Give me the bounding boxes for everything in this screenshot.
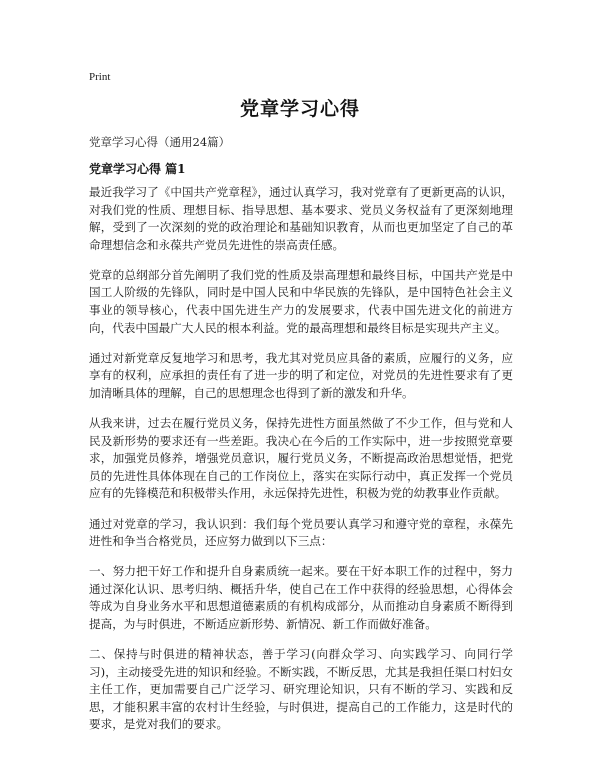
- paragraph: 从我来讲，过去在履行党员义务，保持先进性方面虽然做了不少工作，但与党和人民及新形势的要求还有一些差距。我决心在今后的工作实际中，进一步按照党章要求，加强党员修养，增强党员意识，履行党员义务，不断提高政治思想觉悟，把党员的先进性具体体现在自己的工作岗位上，落实在实际行动中，真正发挥一个党员应有的先锋模范和积极带头作用，永远保持先进性，积极为党的幼教事业作贡献。: [89, 416, 513, 501]
- page-title: 党章学习心得: [239, 98, 360, 120]
- print-link[interactable]: Print: [89, 71, 111, 83]
- paragraph: 最近我学习了《中国共产党章程》，通过认真学习，我对党章有了更新更高的认识，对我们党的性质、理想目标、指导思想、基本要求、党员义务权益有了更深刻地理解，受到了一次深刻的党的政治理论和基础知识教育，从而也更加坚定了自己的革命理想信念和永葆共产党员先进性的崇高责任感。: [89, 185, 513, 252]
- paragraph: 通过对新党章反复地学习和思考，我尤其对党员应具备的素质，应履行的义务，应享有的权利，应承担的责任有了进一步的明了和定位，对党员的先进性要求有了更加清晰具体的理解，自己的思想理念也得到了新的激发和升华。: [89, 350, 513, 400]
- paragraph: 党章的总纲部分首先阐明了我们党的性质及崇高理想和最终目标，中国共产党是中国工人阶级的先锋队，同时是中国人民和中华民族的先锋队，是中国特色社会主义事业的领导核心，代表中国先进生产力的发展要求，代表中国先进文化的前进方向，代表中国最广大人民的根本利益。党的最高理想和最终目标是实现共产主义。: [89, 267, 513, 335]
- document-subtitle: 党章学习心得（通用24篇）: [89, 135, 231, 149]
- paragraph: 通过对党章的学习，我认识到：我们每个党员要认真学习和遵守党的章程，永葆先进性和争当合格党员，还应努力做到以下三点：: [89, 516, 513, 549]
- paragraph: 一、努力把干好工作和提升自身素质统一起来。要在干好本职工作的过程中，努力通过深化认识、思考归纳、概括升华，使自己在工作中获得的经验思想，心得体会等成为自身业务水平和思想道德素质的有机构成部分，从而推动自身素质不断得到提高，为与时俱进，不断适应新形势、新情况、新工作而做好准备。: [89, 564, 513, 631]
- document-body: [89, 184, 513, 747]
- paragraph: 二、保持与时俱进的精神状态，善于学习(向群众学习、向实践学习、向同行学习)，主动接受先进的知识和经验。不断实践，不断反思，尤其是我担任渠口村妇女主任工作，更加需要自己广泛学习、研究理论知识，只有不断的学习、实践和反思，才能积累丰富的农村计生经验，与时俱进，提高自己的工作能力，这是时代的要求，是党对我们的要求。: [89, 647, 513, 732]
- section-heading: 党章学习心得 篇1: [89, 162, 186, 176]
